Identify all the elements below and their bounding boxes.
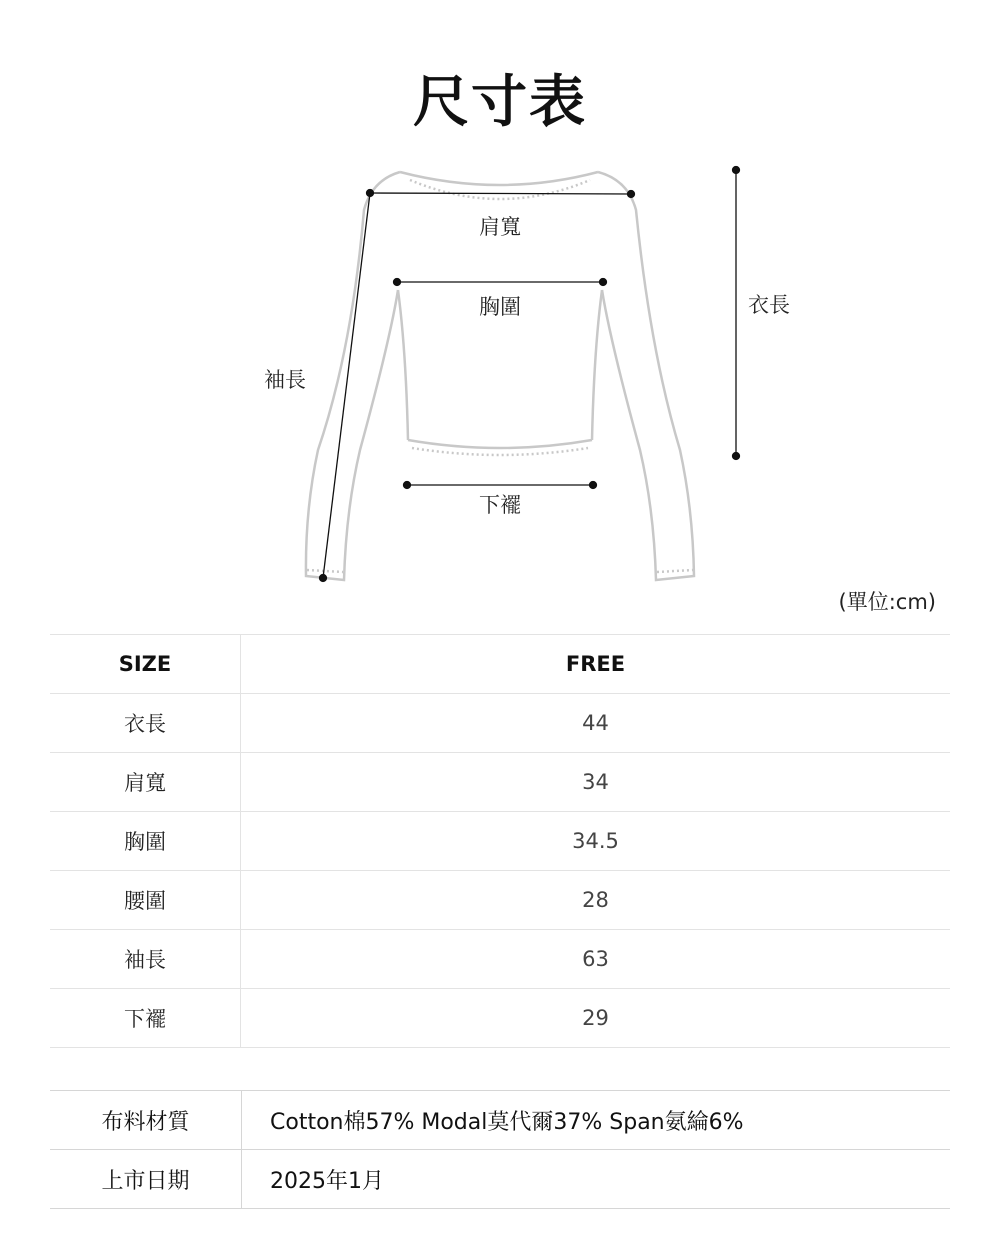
table-row bbox=[50, 753, 950, 812]
release-date-value: 2025年1月 bbox=[242, 1150, 951, 1209]
table-row bbox=[50, 812, 950, 871]
length-label: 衣長 bbox=[748, 293, 790, 317]
row-value: 44 bbox=[241, 694, 951, 753]
chest-label: 胸圍 bbox=[479, 295, 521, 319]
row-label: 肩寬 bbox=[50, 753, 241, 812]
table-row bbox=[50, 1091, 950, 1150]
fabric-value: Cotton棉57% Modal莫代爾37% Span氨綸6% bbox=[242, 1091, 951, 1150]
free-header: FREE bbox=[241, 635, 951, 694]
sleeve-label: 袖長 bbox=[264, 368, 306, 392]
table-row bbox=[50, 694, 950, 753]
garment-diagram bbox=[0, 150, 1000, 600]
row-label: 衣長 bbox=[50, 694, 241, 753]
measurement-lines bbox=[320, 167, 740, 582]
row-value: 29 bbox=[241, 989, 951, 1048]
page-title: 尺寸表 bbox=[413, 70, 587, 135]
table-row bbox=[50, 1150, 950, 1209]
row-label: 袖長 bbox=[50, 930, 241, 989]
row-label: 下襬 bbox=[50, 989, 241, 1048]
size-header: SIZE bbox=[50, 635, 241, 694]
table-header-row bbox=[50, 635, 950, 694]
row-value: 63 bbox=[241, 930, 951, 989]
row-value: 34 bbox=[241, 753, 951, 812]
info-table bbox=[50, 1090, 950, 1209]
row-value: 28 bbox=[241, 871, 951, 930]
size-table bbox=[50, 634, 950, 1048]
hem-label: 下襬 bbox=[479, 493, 521, 517]
release-date-label: 上市日期 bbox=[50, 1150, 242, 1209]
unit-note: (單位:cm) bbox=[838, 590, 936, 614]
table-row bbox=[50, 871, 950, 930]
fabric-label: 布料材質 bbox=[50, 1091, 242, 1150]
row-label: 腰圍 bbox=[50, 871, 241, 930]
row-value: 34.5 bbox=[241, 812, 951, 871]
row-label: 胸圍 bbox=[50, 812, 241, 871]
table-row bbox=[50, 989, 950, 1048]
shoulder-label: 肩寬 bbox=[479, 215, 521, 239]
table-row bbox=[50, 930, 950, 989]
